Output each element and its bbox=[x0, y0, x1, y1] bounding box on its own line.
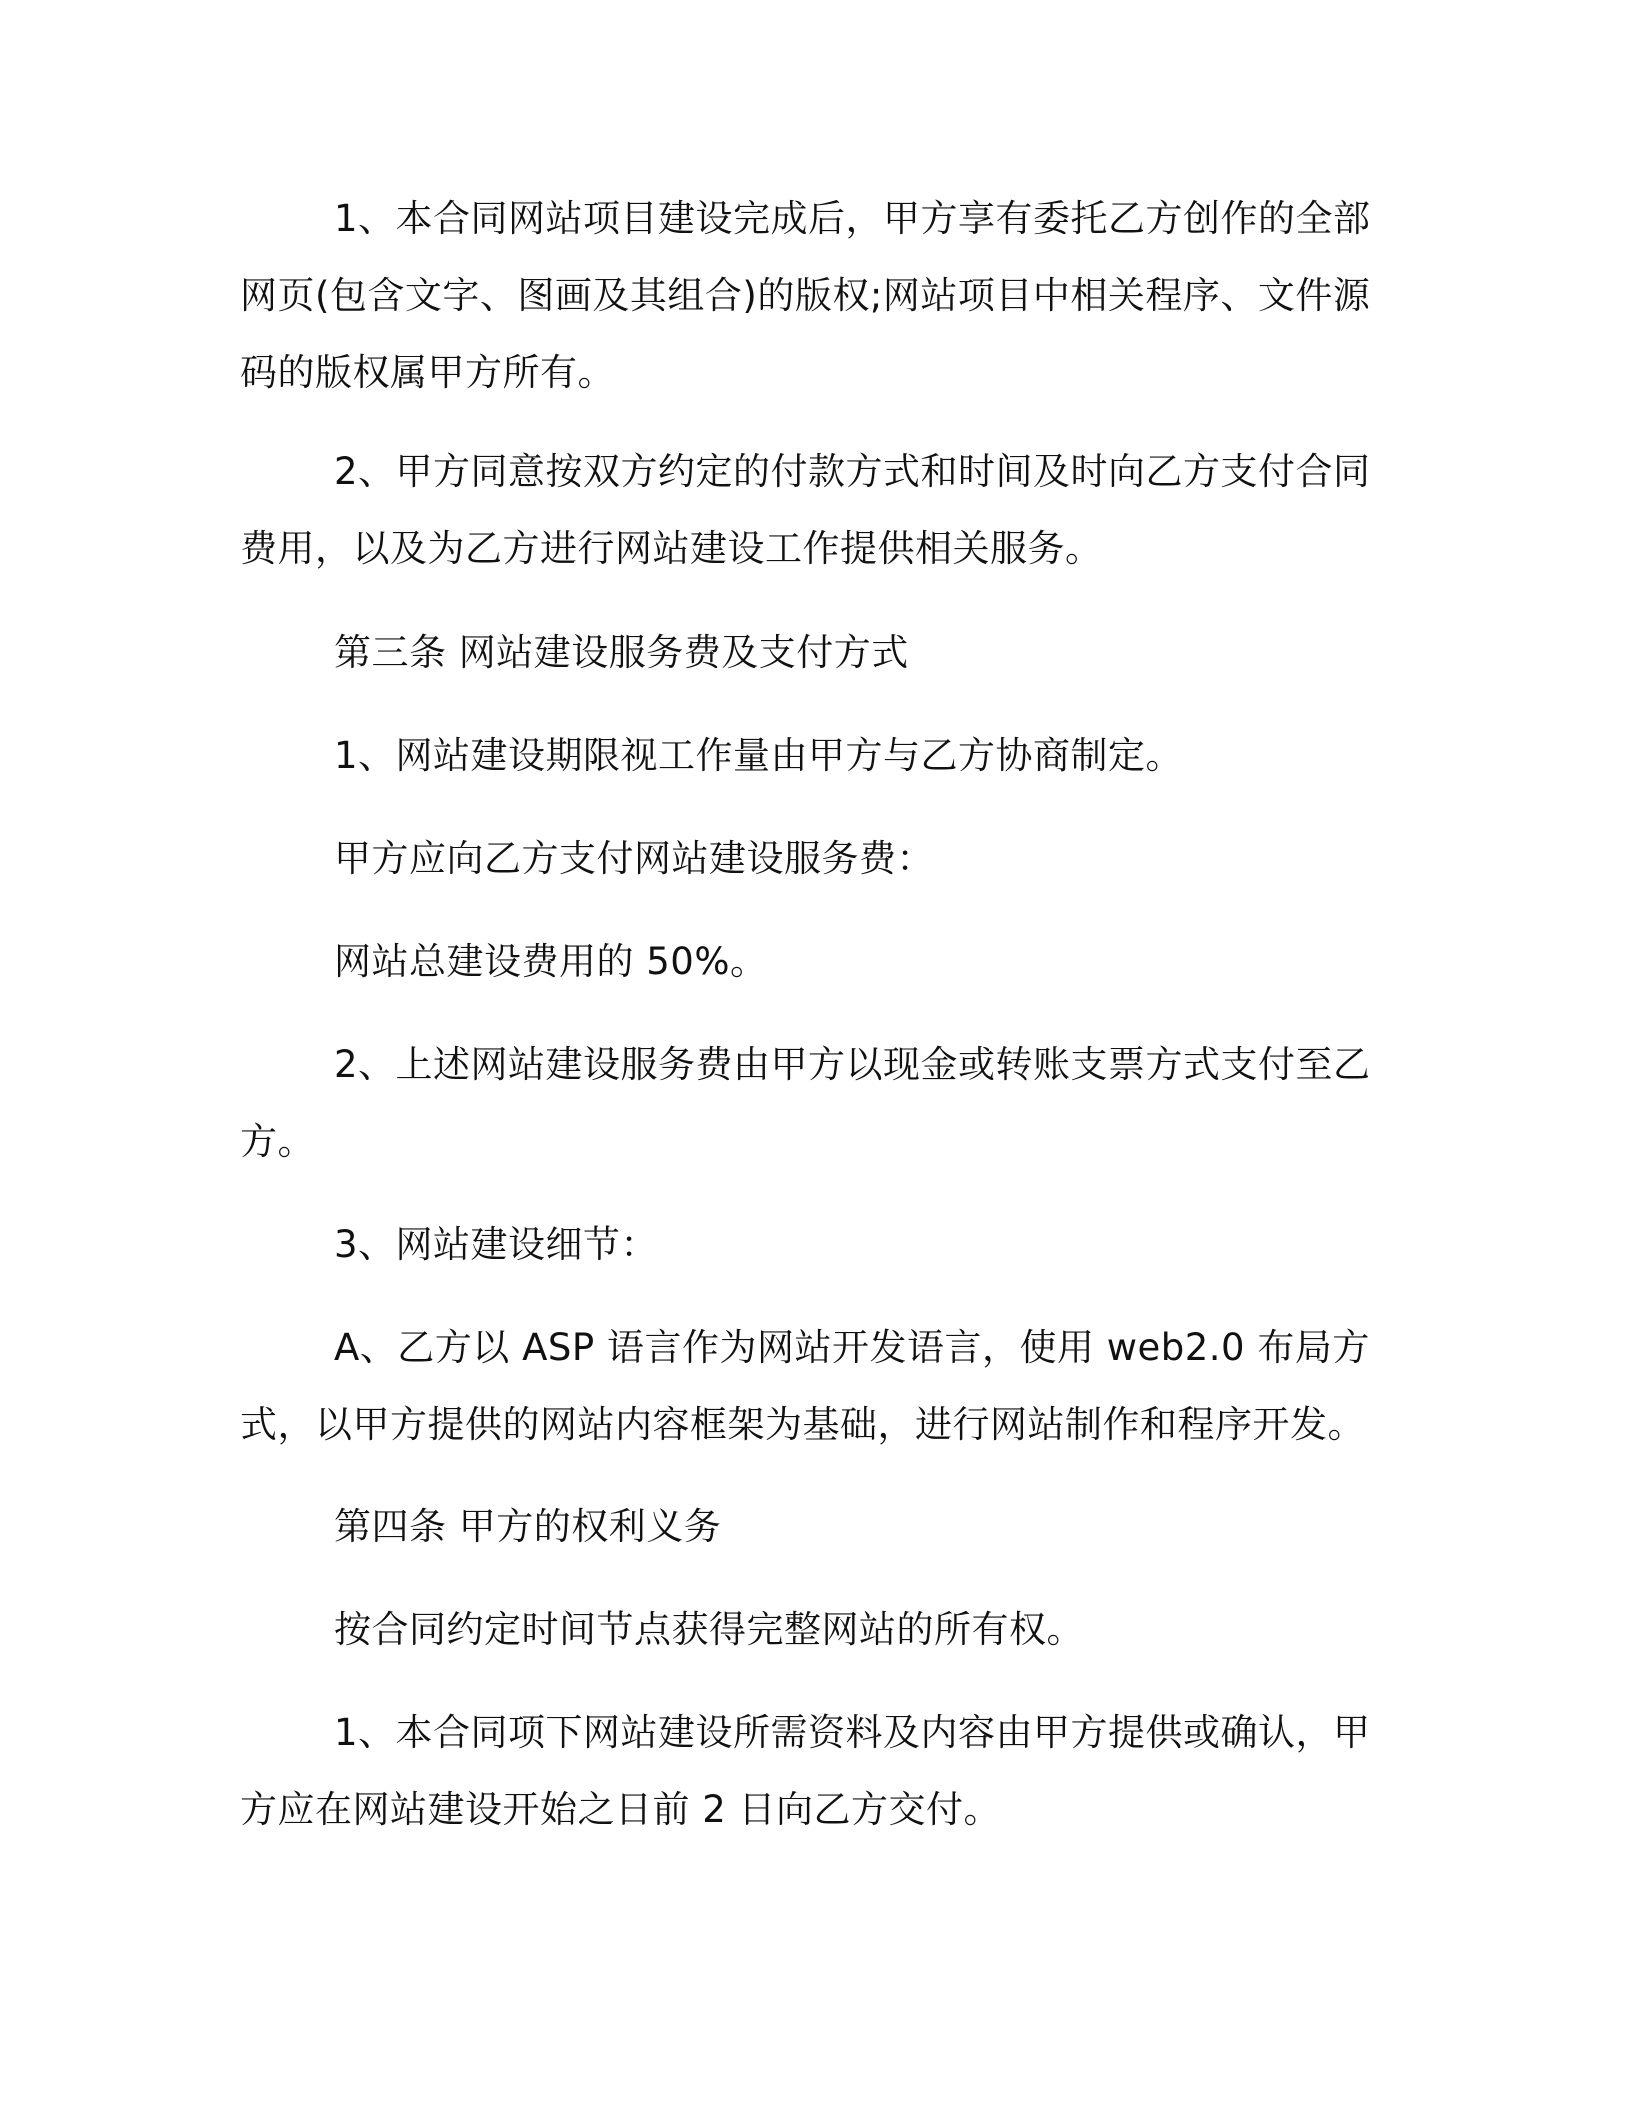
paragraph-2: 2、甲方同意按双方约定的付款方式和时间及时向乙方支付合同费用，以及为乙方进行网站建设工作提供相关服务。 bbox=[240, 450, 1371, 570]
paragraph-9: 按合同约定时间节点获得完整网站的所有权。 bbox=[334, 1608, 1084, 1651]
paragraph-4: 甲方应向乙方支付网站建设服务费： bbox=[334, 837, 934, 880]
section-heading-3: 第三条 网站建设服务费及支付方式 bbox=[334, 631, 909, 674]
paragraph-7: 3、网站建设细节： bbox=[334, 1223, 659, 1266]
paragraph-3: 1、网站建设期限视工作量由甲方与乙方协商制定。 bbox=[334, 734, 1184, 777]
paragraph-1: 1、本合同网站项目建设完成后，甲方享有委托乙方创作的全部网页(包含文字、图画及其组合)的版权;网站项目中相关程序、文件源码的版权属甲方所有。 bbox=[240, 197, 1371, 394]
paragraph-5: 网站总建设费用的 50%。 bbox=[334, 940, 768, 983]
section-heading-4: 第四条 甲方的权利义务 bbox=[334, 1505, 722, 1548]
paragraph-6: 2、上述网站建设服务费由甲方以现金或转账支票方式支付至乙方。 bbox=[240, 1043, 1371, 1163]
paragraph-10: 1、本合同项下网站建设所需资料及内容由甲方提供或确认，甲方应在网站建设开始之日前 2 日向乙方交付。 bbox=[240, 1711, 1371, 1831]
paragraph-8: A、乙方以 ASP 语言作为网站开发语言，使用 web2.0 布局方式，以甲方提供的网站内容框架为基础，进行网站制作和程序开发。 bbox=[240, 1326, 1370, 1446]
